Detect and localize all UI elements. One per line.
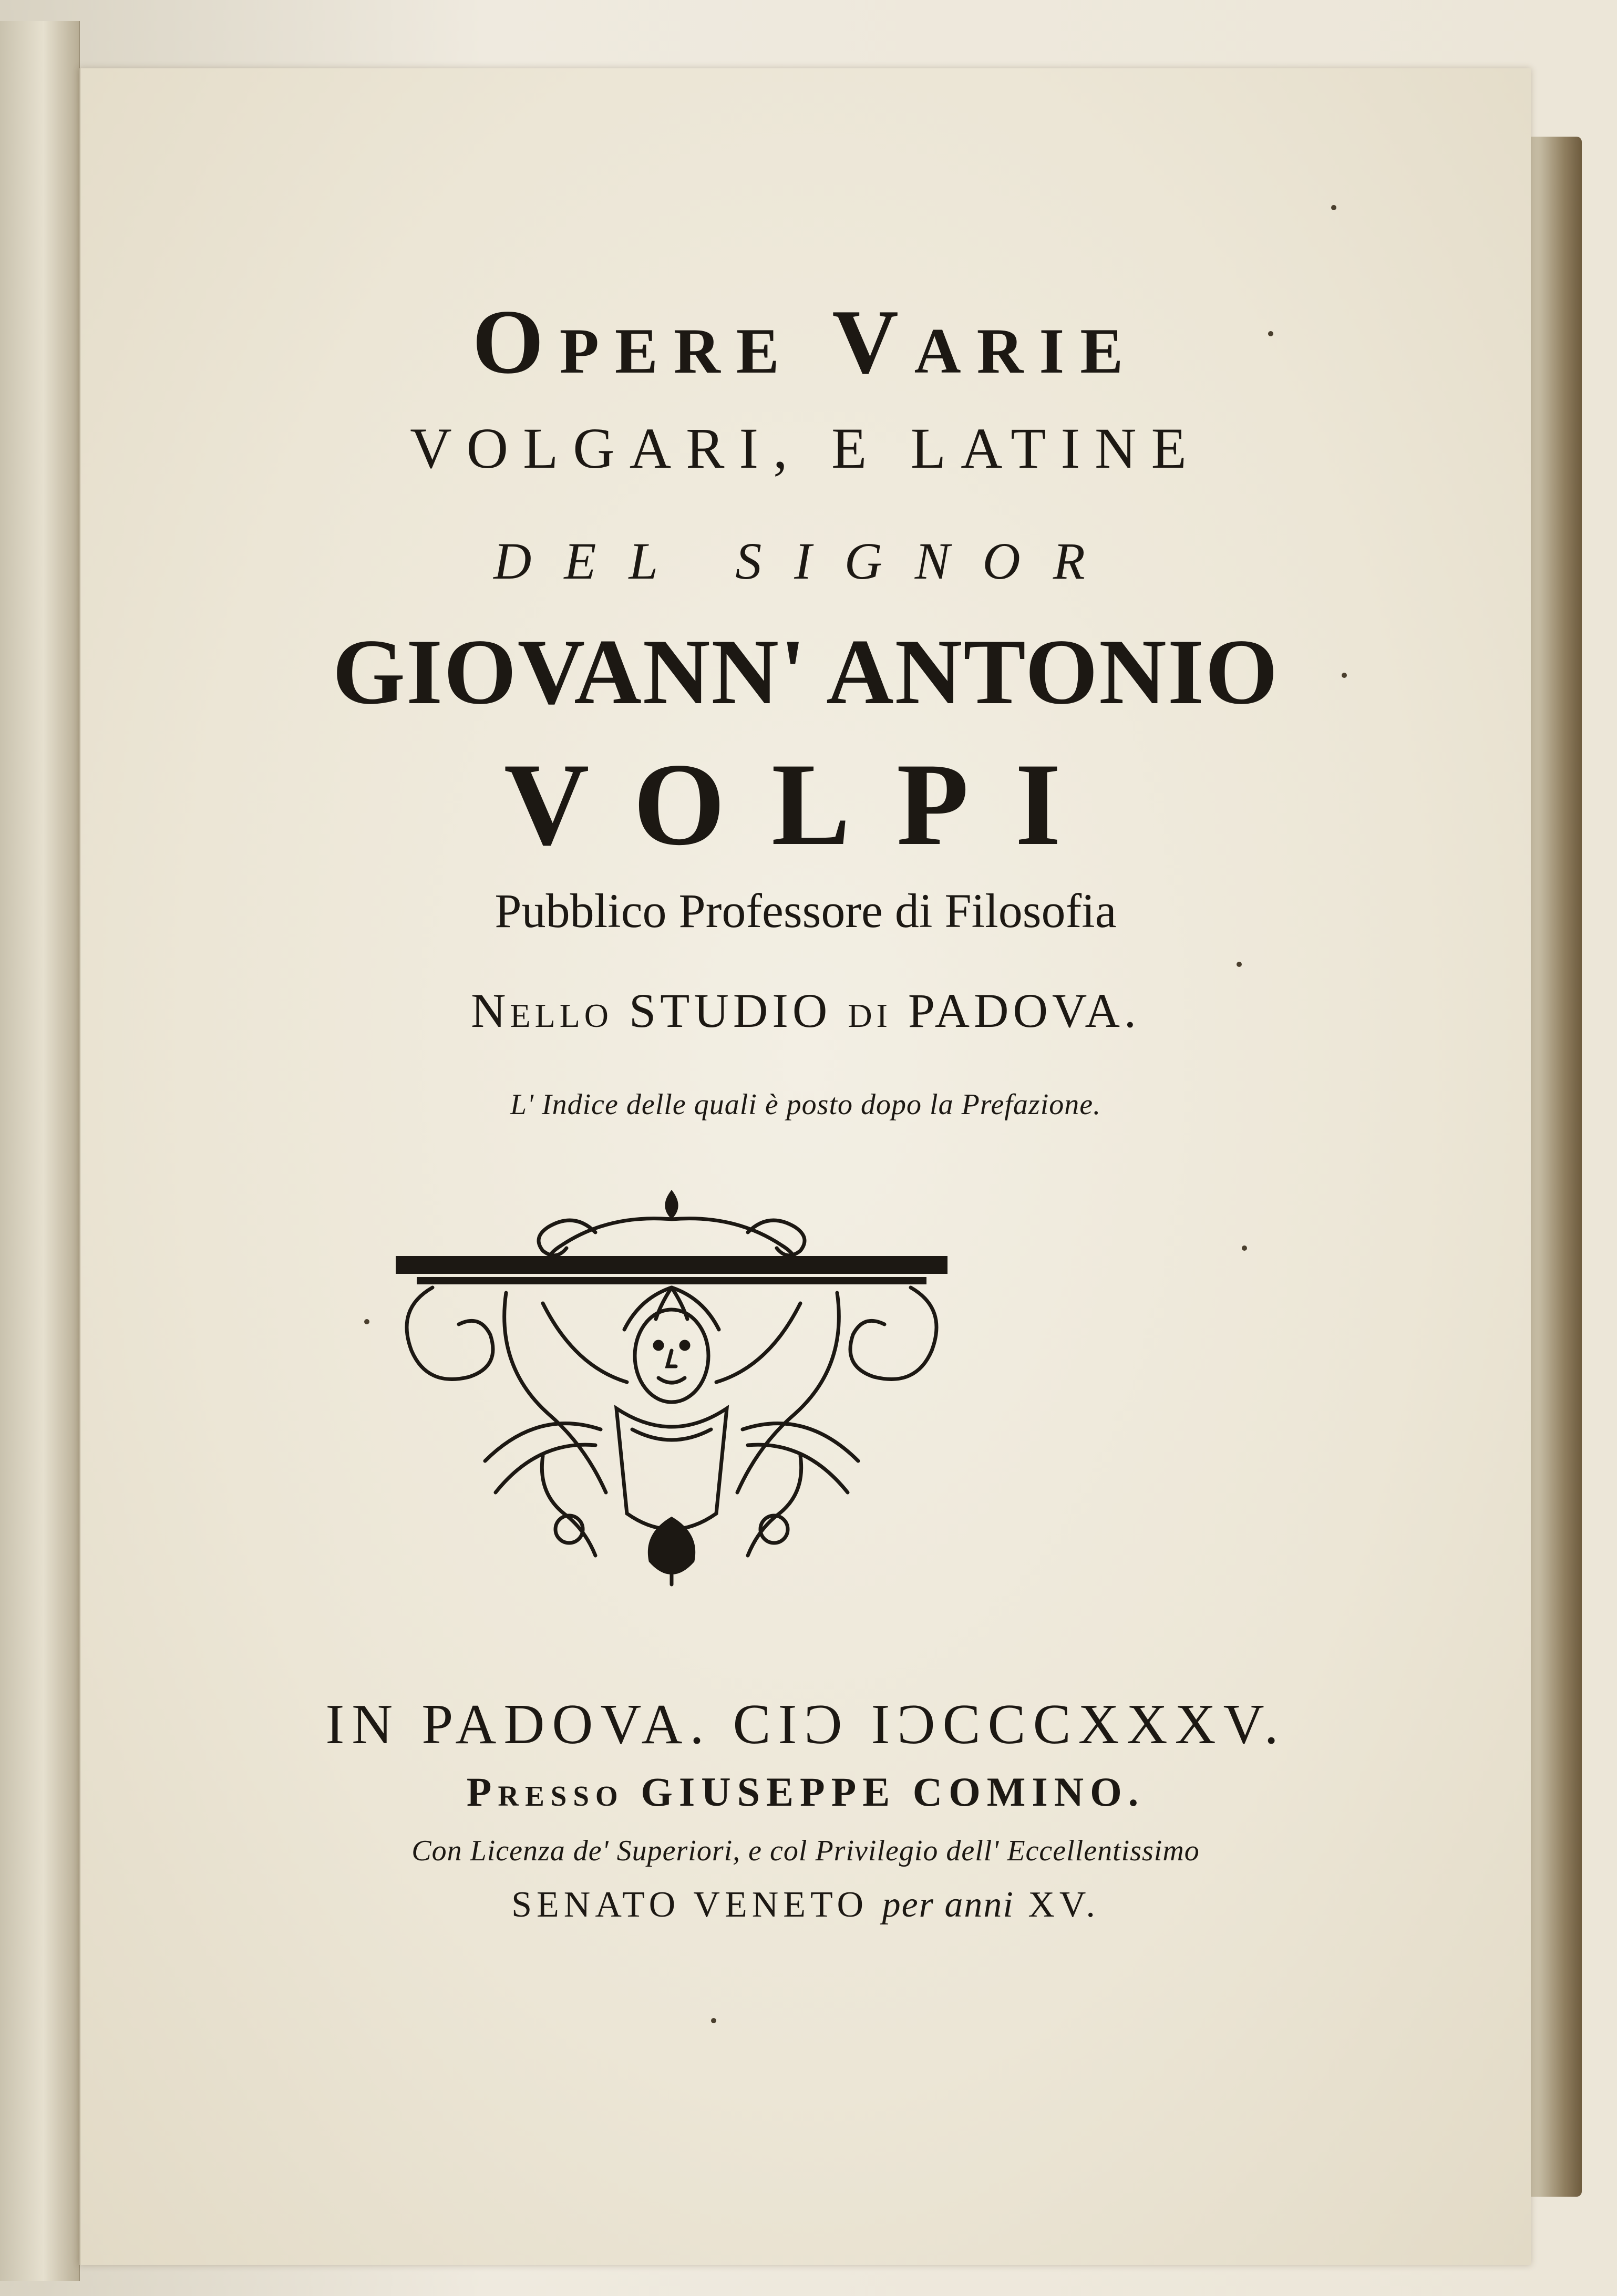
imprint-senato-line [80,1884,1531,1926]
title-page [79,68,1531,2265]
imprint-printer-line [80,1768,1531,1816]
author-given-name: GIOVANN' ANTONIO [332,620,1279,724]
printer-name: GIUSEPPE COMINO. [641,1769,1145,1815]
studio-word: STUDIO [629,984,832,1037]
book-title: Opere Varie [472,291,1139,393]
nello-word: Nello [471,984,613,1037]
di-word: di [848,984,892,1037]
paper-speck [364,1319,369,1324]
imprint-license: Con Licenza de' Superiori, e col Privilegio dell' Eccellentissimo [411,1835,1200,1867]
left-page-edge [0,21,80,2281]
paper-speck [1331,205,1336,210]
paper-speck [1237,962,1242,967]
presso-word: Presso [466,1769,624,1815]
author-surname: VOLPI [503,738,1108,870]
book-subtitle: VOLGARI, E LATINE [410,416,1201,480]
paper-speck [1242,1245,1247,1251]
institution-line [80,983,1531,1038]
index-note: L' Indice delle quali è posto dopo la Prefazione. [510,1088,1101,1121]
privilege-years: XV. [1028,1885,1100,1925]
author-position: Pubblico Professore di Filosofia [495,884,1117,938]
del-signor-line: DEL SIGNOR [493,532,1118,590]
senato-veneto: SENATO VENETO [511,1885,869,1925]
padova-word: PADOVA. [908,984,1140,1037]
paper-speck [1342,673,1347,678]
per-anni: per anni [882,1885,1014,1925]
paper-speck [1268,331,1273,336]
paper-speck [711,2018,716,2023]
printers-ornament [385,1182,958,1592]
imprint-place-year: IN PADOVA. CIϽ IϽCCCXXXV. [325,1693,1286,1756]
